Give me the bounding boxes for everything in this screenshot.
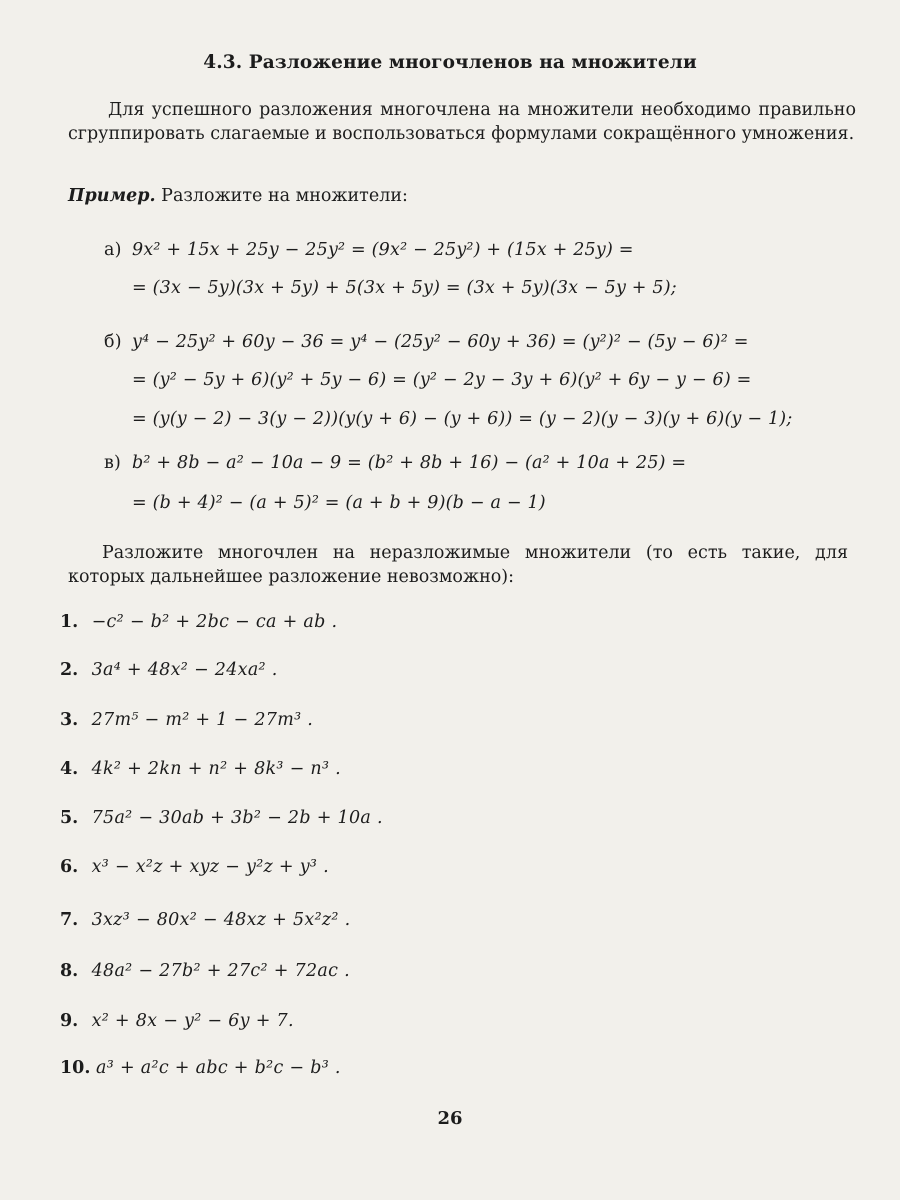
example-label: Пример. xyxy=(68,186,156,206)
problem-number: 1. xyxy=(60,612,79,632)
problem-expression: a³ + a²c + abc + b²c − b³ . xyxy=(96,1058,341,1078)
example-b-expr-1: y⁴ − 25y² + 60y − 36 = y⁴ − (25y² − 60y + 36) = (y²)² − (5y − 6)² = xyxy=(132,332,749,352)
problem-number: 3. xyxy=(60,710,79,730)
problem-7 xyxy=(60,910,350,930)
section-title: 4.3. Разложение многочленов на множители xyxy=(203,52,697,73)
problem-expression: 4k² + 2kn + n² + 8k³ − n³ . xyxy=(91,759,342,779)
example-a-label: а) xyxy=(104,240,122,260)
problem-expression: 3xz³ − 80x² − 48xz + 5x²z² . xyxy=(91,910,351,930)
example-heading xyxy=(68,186,408,206)
example-a-line-2: = (3x − 5y)(3x + 5y) + 5(3x + 5y) = (3x + 5y)(3x − 5y + 5); xyxy=(132,278,677,298)
problem-number: 2. xyxy=(60,660,79,680)
example-a-line-1 xyxy=(104,240,634,260)
example-c-line-1 xyxy=(104,453,686,473)
problem-expression: −c² − b² + 2bc − ca + ab . xyxy=(91,612,338,632)
task-instruction: Разложите многочлен на неразложимые множители (то есть такие, для которых дальнейшее разложение невозможно): xyxy=(68,543,848,587)
problem-8 xyxy=(60,961,350,981)
problem-number: 8. xyxy=(60,961,79,981)
example-b-line-2: = (y² − 5y + 6)(y² + 5y − 6) = (y² − 2y − 3y + 6)(y² + 6y − y − 6) = xyxy=(132,370,752,390)
problem-expression: 48a² − 27b² + 27c² + 72ac . xyxy=(91,961,350,981)
problem-2 xyxy=(60,660,278,680)
example-c-line-2: = (b + 4)² − (a + 5)² = (a + b + 9)(b − a − 1) xyxy=(132,493,546,513)
problem-4 xyxy=(60,759,341,779)
problem-number: 5. xyxy=(60,808,79,828)
problem-number: 9. xyxy=(60,1011,79,1031)
problem-number: 4. xyxy=(60,759,79,779)
example-c-expr-1: b² + 8b − a² − 10a − 9 = (b² + 8b + 16) − (a² + 10a + 25) = xyxy=(132,453,687,473)
problem-number: 10. xyxy=(60,1058,91,1078)
problem-3 xyxy=(60,710,313,730)
example-a-expr-1: 9x² + 15x + 25y − 25y² = (9x² − 25y²) + (15x + 25y) = xyxy=(132,240,634,260)
problem-6 xyxy=(60,857,329,877)
problem-number: 7. xyxy=(60,910,79,930)
example-b-line-3: = (y(y − 2) − 3(y − 2))(y(y + 6) − (y + 6)) = (y − 2)(y − 3)(y + 6)(y − 1); xyxy=(132,409,793,429)
problem-expression: 75a² − 30ab + 3b² − 2b + 10a . xyxy=(91,808,383,828)
page-number: 26 xyxy=(437,1108,463,1129)
problem-expression: x² + 8x − y² − 6y + 7. xyxy=(91,1011,294,1031)
example-b-line-1 xyxy=(104,332,749,352)
problem-expression: 27m⁵ − m² + 1 − 27m³ . xyxy=(91,710,314,730)
problem-1 xyxy=(60,612,337,632)
problem-number: 6. xyxy=(60,857,79,877)
problem-expression: x³ − x²z + xyz − y²z + y³ . xyxy=(91,857,329,877)
problem-9 xyxy=(60,1011,294,1031)
example-c-label: в) xyxy=(104,453,122,473)
problem-5 xyxy=(60,808,383,828)
problem-expression: 3a⁴ + 48x² − 24xa² . xyxy=(91,660,278,680)
intro-paragraph: Для успешного разложения многочлена на множители необходимо правильно сгруппировать слагаемые и воспользоваться формулами сокращённого умножения. xyxy=(68,100,856,144)
example-text: Разложите на множители: xyxy=(155,186,408,206)
example-b-label: б) xyxy=(104,332,122,352)
problem-10 xyxy=(60,1058,341,1078)
